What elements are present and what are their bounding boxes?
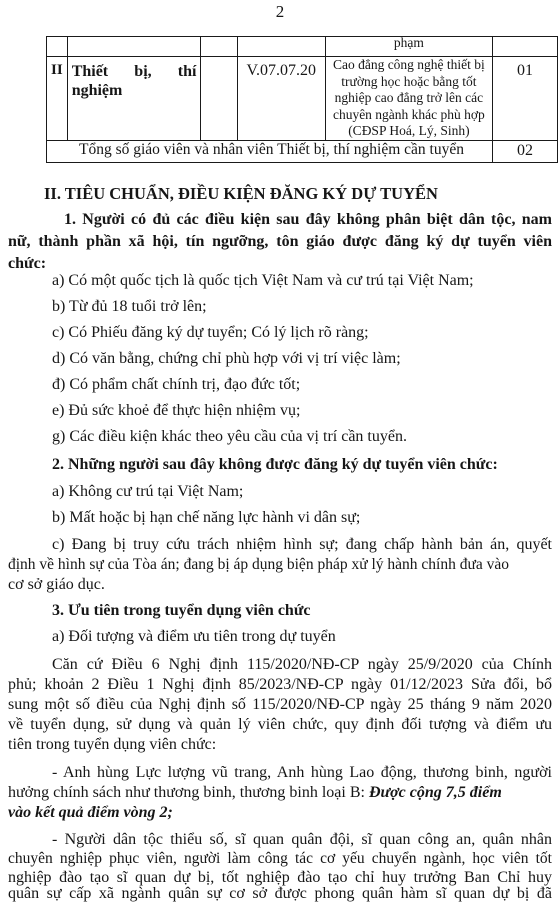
- table-cell-position: Thiết bị, thí nghiệm: [67, 57, 201, 141]
- item2-c-line1: c) Đang bị truy cứu trách nhiệm hình sự; đang chấp hành bản án, quyết: [52, 536, 552, 553]
- table-cell-quantity: 01: [492, 57, 557, 141]
- table-row: [47, 57, 558, 141]
- item1-g: g) Các điều kiện khác theo yêu cầu của vị trí cần tuyển.: [52, 428, 407, 445]
- item1-e: e) Đủ sức khoẻ để thực hiện nhiệm vụ;: [52, 402, 301, 419]
- item2-a: a) Không cư trú tại Việt Nam;: [52, 483, 244, 500]
- table-cell-requirement-prev: phạm: [325, 37, 492, 57]
- item3-p3-line1: - Người dân tộc thiểu số, sĩ quan quân đội, sĩ quan công an, quân nhân: [52, 831, 552, 848]
- item3-p3-line4: quân sự cấp xã ngành quân sự cơ sở được phong quân hàm sĩ quan dự bị đã: [8, 885, 552, 902]
- table-cell-stt: II: [47, 57, 68, 141]
- item1-b: b) Từ đủ 18 tuổi trở lên;: [52, 298, 207, 315]
- table-row: [47, 37, 558, 57]
- table-total-row: [47, 140, 558, 162]
- item2-c-line3: cơ sở giáo dục.: [8, 576, 105, 593]
- item3-p2-line1: - Anh hùng Lực lượng vũ trang, Anh hùng Lao động, thương binh, người: [52, 764, 552, 781]
- item3-a: a) Đối tượng và điểm ưu tiên trong dự tuyển: [52, 628, 336, 645]
- bonus-points-text: Được cộng 7,5 điểm: [368, 784, 502, 801]
- item1-line3: chức:: [8, 255, 47, 272]
- table-cell-requirement: Cao đẳng công nghệ thiết bị trường học hoặc bằng tốt nghiệp cao đẳng trở lên các chuyên ngành khác phù hợp (CĐSP Hoá, Lý, Sinh): [325, 57, 492, 141]
- item3-p2-line2: hưởng chính sách như thương binh, thương binh loại B: Được cộng 7,5 điểm: [8, 784, 502, 801]
- item1-dd: đ) Có phẩm chất chính trị, đạo đức tốt;: [52, 376, 301, 393]
- item3-p3-line2: chuyên nghiệp phục viên, người làm công tác cơ yếu chuyển ngành, học viên tốt: [8, 850, 552, 867]
- table-total-value: 02: [492, 140, 557, 162]
- item3-title: 3. Ưu tiên trong tuyển dụng viên chức: [52, 602, 311, 619]
- item1-line2: nữ, thành phần xã hội, tín ngưỡng, tôn giáo được đăng ký dự tuyển viên: [8, 233, 552, 250]
- item1-d: d) Có văn bằng, chứng chỉ phù hợp với vị trí việc làm;: [52, 350, 401, 367]
- item3-p3-line3: nghiệp đào tạo sĩ quan dự bị, tốt nghiệp đào tạo chỉ huy trưởng Ban Chỉ huy: [8, 869, 552, 886]
- recruitment-table: [46, 36, 558, 163]
- section-title: II. TIÊU CHUẨN, ĐIỀU KIỆN ĐĂNG KÝ DỰ TUYỂN: [44, 184, 438, 203]
- table-total-label: Tổng số giáo viên và nhân viên Thiết bị, thí nghiệm cần tuyển: [47, 140, 493, 162]
- item3-p2-line3: vào kết quả điểm vòng 2;: [8, 804, 173, 821]
- item2-b: b) Mất hoặc bị hạn chế năng lực hành vi dân sự;: [52, 509, 361, 526]
- item3-p1-line5: tiên trong tuyển dụng viên chức:: [8, 736, 217, 753]
- page-number: 2: [275, 2, 285, 21]
- item3-p1-line3: sung một số điều của Nghị định số 115/2020/NĐ-CP ngày 25 tháng 9 năm 2020: [8, 696, 552, 713]
- item3-p1-line4: về tuyển dụng, sử dụng và quản lý viên chức, quy định đối tượng và điểm ưu: [8, 716, 552, 733]
- item1-a: a) Có một quốc tịch là quốc tịch Việt Nam và cư trú tại Việt Nam;: [52, 272, 474, 289]
- item1-line1: 1. Người có đủ các điều kiện sau đây không phân biệt dân tộc, nam: [64, 211, 552, 228]
- table-cell-code: V.07.07.20: [237, 57, 325, 141]
- item2-title: 2. Những người sau đây không được đăng ký dự tuyển viên chức:: [52, 456, 498, 473]
- item3-p1-line2: phủ; khoản 2 Điều 1 Nghị định 85/2023/NĐ-CP ngày 01/12/2023 Sửa đổi, bổ: [8, 676, 552, 693]
- item1-c: c) Có Phiếu đăng ký dự tuyển; Có lý lịch rõ ràng;: [52, 324, 369, 341]
- item2-c-line2: định về hình sự của Tòa án; đang bị áp dụng biện pháp xử lý hành chính đưa vào: [8, 556, 510, 573]
- item3-p1-line1: Căn cứ Điều 6 Nghị định 115/2020/NĐ-CP ngày 25/9/2020 của Chính: [52, 656, 552, 673]
